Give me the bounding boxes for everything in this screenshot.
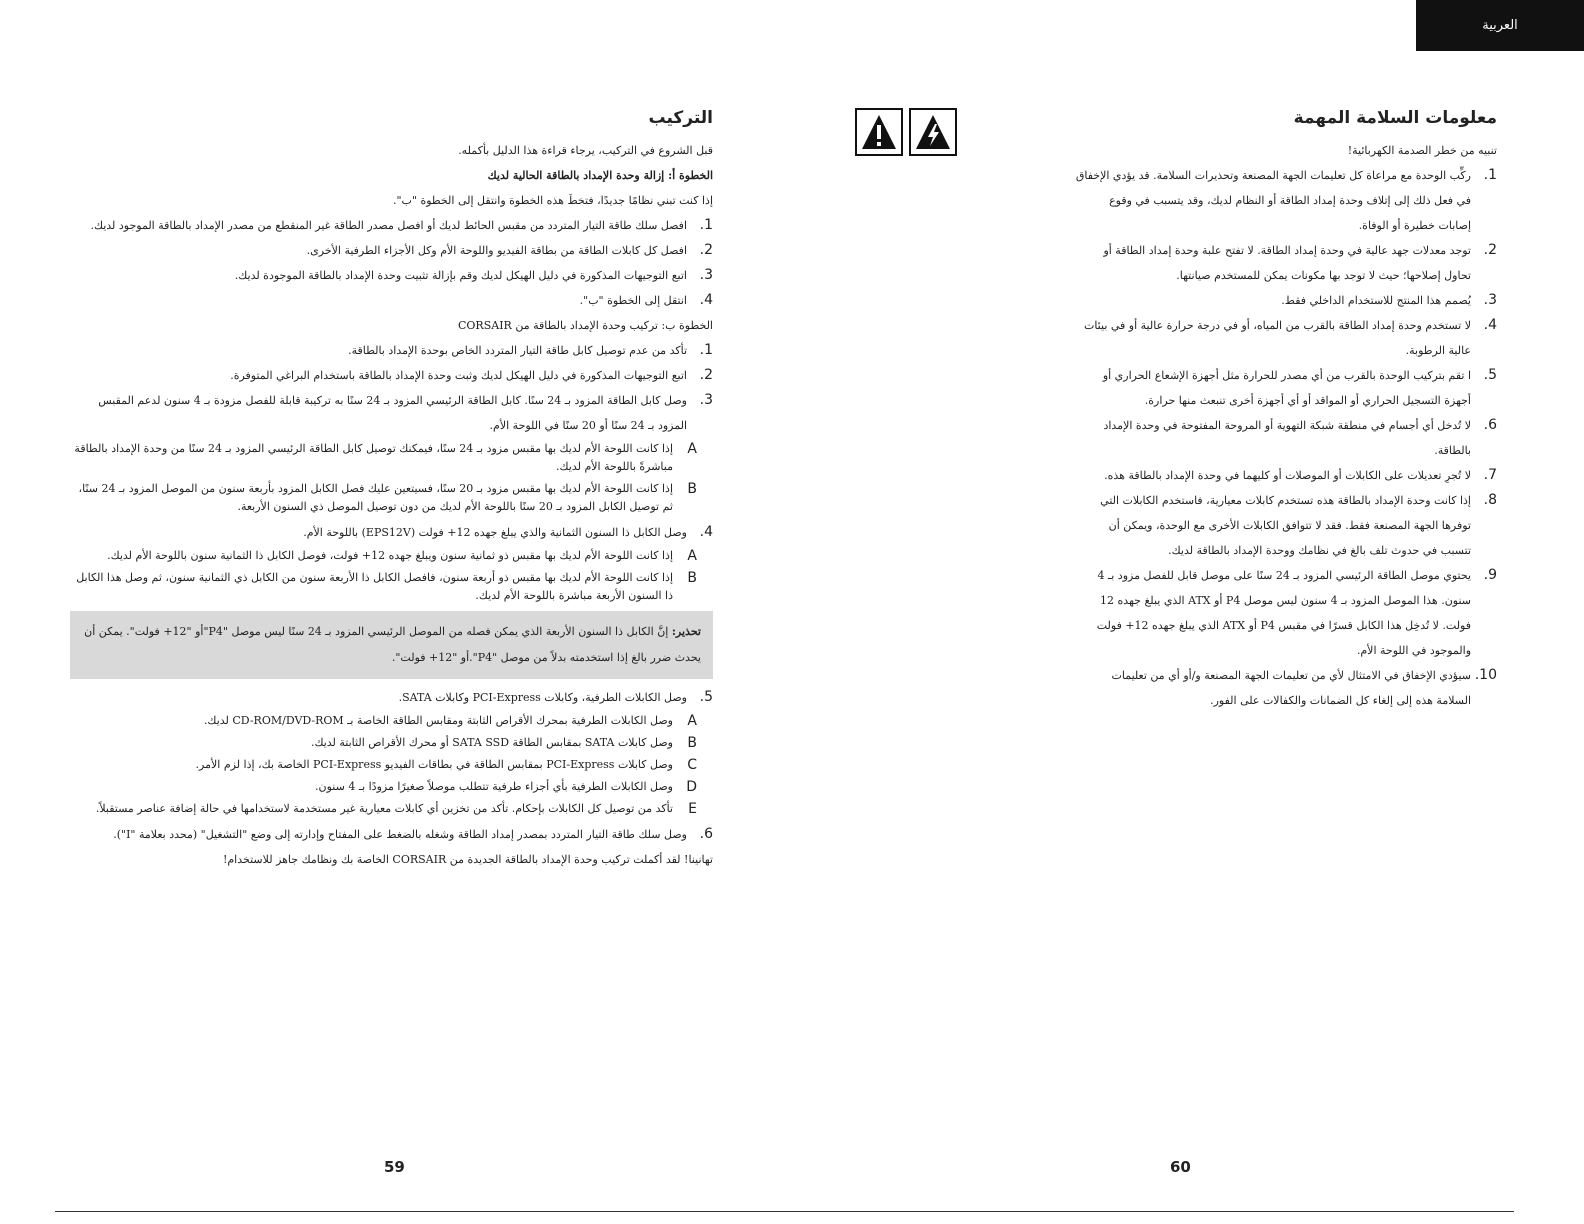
list-item: 5. ا تقم بتركيب الوحدة بالقرب من أي مصدر للحرارة مثل أجهزة الإشعاع الحراري أو أجهزة التسجيل الحراري أو المواقد أو أي أجهزة أخرى تنبعث منها حرارة. — [1102, 367, 1497, 407]
sub-item: A وصل الكابلات الطرفية بمحرك الأقراص الثابتة ومقابس الطاقة الخاصة بـ CD-ROM/DVD-ROM لديك. — [203, 713, 697, 729]
step-a-list — [70, 213, 713, 313]
list-item: 4. لا تستخدم وحدة إمداد الطاقة بالقرب من المياه، أو في درجة حرارة عالية أو في بيئات عالية الرطوبة. — [1083, 317, 1497, 357]
installation-intro: قبل الشروع في التركيب، يرجاء قراءة هذا الدليل بأكمله. — [458, 144, 713, 157]
step-a-title: الخطوة أ: إزالة وحدة الإمداد بالطاقة الحالية لديك — [487, 169, 713, 182]
sub-item: E تأكد من توصيل كل الكابلات بإحكام. تأكد من تخزين أي كابلات معيارية غير مستخدمة لاستخدامها في حالة إضافة عناصر مستقبلاً. — [95, 801, 697, 817]
electric-shock-icon — [909, 108, 957, 156]
list-item: 8. إذا كانت وحدة الإمداد بالطاقة هذه تستخدم كابلات معيارية، فاستخدم الكابلات التي توفرها الجهة المصنعة فقط. فقد لا تتوافق الكابلات الأخرى مع الوحدة، ويمكن أن تتسبب في حدوث تلف بالغ في نظامك ووحدة الإمداد بالطاقة لديك. — [1100, 492, 1497, 557]
language-tab: العربية — [1416, 0, 1584, 51]
list-item: 10. سيؤدي الإخفاق في الامتثال لأي من تعليمات الجهة المصنعة و/أو أي من تعليمات السلامة هذه إلى إلغاء كل الضمانات والكفالات على الفور. — [1111, 667, 1497, 707]
list-item: 6. لا تُدخل أي أجسام في منطقة شبكة التهوية أو المروحة المفتوحة في وحدة الإمداد بالطاقة. — [1103, 417, 1497, 457]
list-item: 2. توجد معدلات جهد عالية في وحدة إمداد الطاقة. لا تفتح علبة وحدة إمداد الطاقة أو تحاول إصلاحها؛ حيث لا توجد بها مكونات يمكن للمستخدم صيانتها. — [1103, 242, 1497, 282]
step-a-note: إذا كنت تبني نظامًا جديدًا، فتخطَ هذه الخطوة وانتقل إلى الخطوة "ب". — [393, 194, 713, 207]
list-item: 1. تأكد من عدم توصيل كابل طاقة التيار المتردد الخاص بوحدة الإمداد بالطاقة. — [348, 342, 713, 358]
step-b-list — [70, 338, 713, 438]
warning-triangle-icon — [855, 108, 903, 156]
list-item: 7. لا تُجرِ تعديلات على الكابلات أو الموصلات أو كليهما في وحدة الإمداد بالطاقة هذه. — [1104, 467, 1497, 483]
safety-title: معلومات السلامة المهمة — [1293, 108, 1497, 128]
sub-item: A إذا كانت اللوحة الأم لديك بها مقبس ذو ثمانية سنون ويبلغ جهده 12+ فولت، فوصل الكابل ذا الثمانية سنون باللوحة الأم لديك. — [107, 548, 697, 564]
page-number-left: 59 — [384, 1158, 405, 1176]
list-item: 3. وصل كابل الطاقة المزود بـ 24 سنًا. كابل الطاقة الرئيسي المزود بـ 24 سنًا به تركيبة قابلة للفصل مزودة بـ 4 سنون لدعم المقبس المزود بـ 24 سنًا أو 20 سنًا في اللوحة الأم. — [98, 392, 713, 432]
list-item: 5. وصل الكابلات الطرفية، وكابلات PCI-Express وكابلات SATA. — [398, 689, 713, 705]
warning-label: تحذير: — [671, 625, 701, 638]
congrats-text: تهانينا! لقد أكملت تركيب وحدة الإمداد بالطاقة الجديدة من CORSAIR الخاصة بك ونظامك جاهز للاستخدام! — [222, 853, 713, 866]
sub-item: B وصل كابلات SATA بمقابس الطاقة SATA SSD أو محرك الأقراص الثابتة لديك. — [310, 735, 697, 751]
list-item: 2. افصل كل كابلات الطاقة من بطاقة الفيديو واللوحة الأم وكل الأجزاء الطرفية الأخرى. — [306, 242, 713, 258]
installation-title: التركيب — [648, 108, 713, 128]
sub-item: D وصل الكابلات الطرفية بأي أجزاء طرفية تتطلب موصلاً صغيرًا مزودًا بـ 4 سنون. — [315, 779, 697, 795]
list-item: 4. انتقل إلى الخطوة "ب". — [579, 292, 713, 308]
list-item: 9. يحتوي موصل الطاقة الرئيسي المزود بـ 24 سنًا على موصل قابل للفصل مزود بـ 4 سنون. هذا الموصل المزود بـ 4 سنون ليس موصل P4 أو ATX الذي يبلغ جهده 12 فولت. لا تُدخِل هذا الكابل قسرًا في مقبس P4 أو ATX الذي يبلغ جهده 12+ فولت والموجود في اللوحة الأم. — [1096, 567, 1497, 657]
page-number-right: 60 — [1170, 1158, 1191, 1176]
sub-item: B إذا كانت اللوحة الأم لديك بها مقبس ذو أربعة سنون، فافصل الكابل ذا الأربعة سنون من الكابل ذي الثمانية سنون، ثم وصل هذا الكابل ذا السنون الأربعة مباشرة باللوحة الأم لديك. — [76, 570, 697, 602]
safety-column — [1075, 108, 1497, 713]
warning-text: إنَّ الكابل ذا السنون الأربعة الذي يمكن فصله من الموصل الرئيسي المزود بـ 24 سنًا ليس موصل "P4"أو "12+ فولت". يمكن أن يحدث ضرر بالغ إذا استخدمته بدلاً من موصل "P4".أو "12+ فولت". — [84, 625, 701, 664]
installation-column — [70, 108, 713, 872]
list-item: 3. يُصمم هذا المنتج للاستخدام الداخلي فقط. — [1281, 292, 1497, 308]
bottom-rule — [55, 1211, 1514, 1212]
list-item: 3. اتبع التوجيهات المذكورة في دليل الهيكل لديك وقم بإزالة تثبيت وحدة الإمداد بالطاقة الموجودة لديك. — [234, 267, 713, 283]
safety-list — [1075, 163, 1497, 713]
warning-box — [70, 611, 713, 679]
list-item: 2. اتبع التوجيهات المذكورة في دليل الهيكل لديك وثبت وحدة الإمداد بالطاقة باستخدام البراغي المتوفرة. — [230, 367, 713, 383]
list-item: 1. ركِّب الوحدة مع مراعاة كل تعليمات الجهة المصنعة وتحذيرات السلامة. قد يؤدي الإخفاق في فعل ذلك إلى إتلاف وحدة إمداد الطاقة أو النظام لديك، وقد يتسبب في وقوع إصابات خطيرة أو الوفاة. — [1075, 167, 1497, 232]
sub-item: B إذا كانت اللوحة الأم لديك بها مقبس مزود بـ 20 سنًا، فسيتعين عليك فصل الكابل المزود بأربعة سنون من الموصل المزود بـ 24 سنًا، ثم توصيل الكابل المزود بـ 20 سنًا باللوحة الأم لديك من دون توصيل الموصل ذي السنون الأربعة. — [78, 481, 697, 513]
safety-icons — [855, 108, 957, 156]
sub-item: C وصل كابلات PCI-Express بمقابس الطاقة في بطاقات الفيديو PCI-Express الخاصة بك، إذا لزم الأمر. — [195, 757, 697, 773]
step-b-title: الخطوة ب: تركيب وحدة الإمداد بالطاقة من CORSAIR — [458, 319, 713, 332]
list-item: 4. وصل الكابل ذا السنون الثمانية والذي يبلغ جهده 12+ فولت (EPS12V) باللوحة الأم. — [303, 524, 713, 540]
list-item: 6. وصل سلك طاقة التيار المتردد بمصدر إمداد الطاقة وشغله بالضغط على المفتاح وإدارته إلى وضع "التشغيل" (محدد بعلامة "I"). — [113, 826, 713, 842]
shock-warning: تنبيه من خطر الصدمة الكهربائية! — [1347, 144, 1497, 157]
list-item: 1. افصل سلك طاقة التيار المتردد من مقبس الحائط لديك أو افصل مصدر الطاقة غير المنقطع من مصدر الإمداد بالطاقة الموجود لديك. — [90, 217, 713, 233]
sub-item: A إذا كانت اللوحة الأم لديك بها مقبس مزود بـ 24 سنًا، فيمكنك توصيل كابل الطاقة الرئيسي المزود بـ 24 سنًا من وحدة الإمداد بالطاقة مباشرةً باللوحة الأم لديك. — [74, 441, 697, 473]
